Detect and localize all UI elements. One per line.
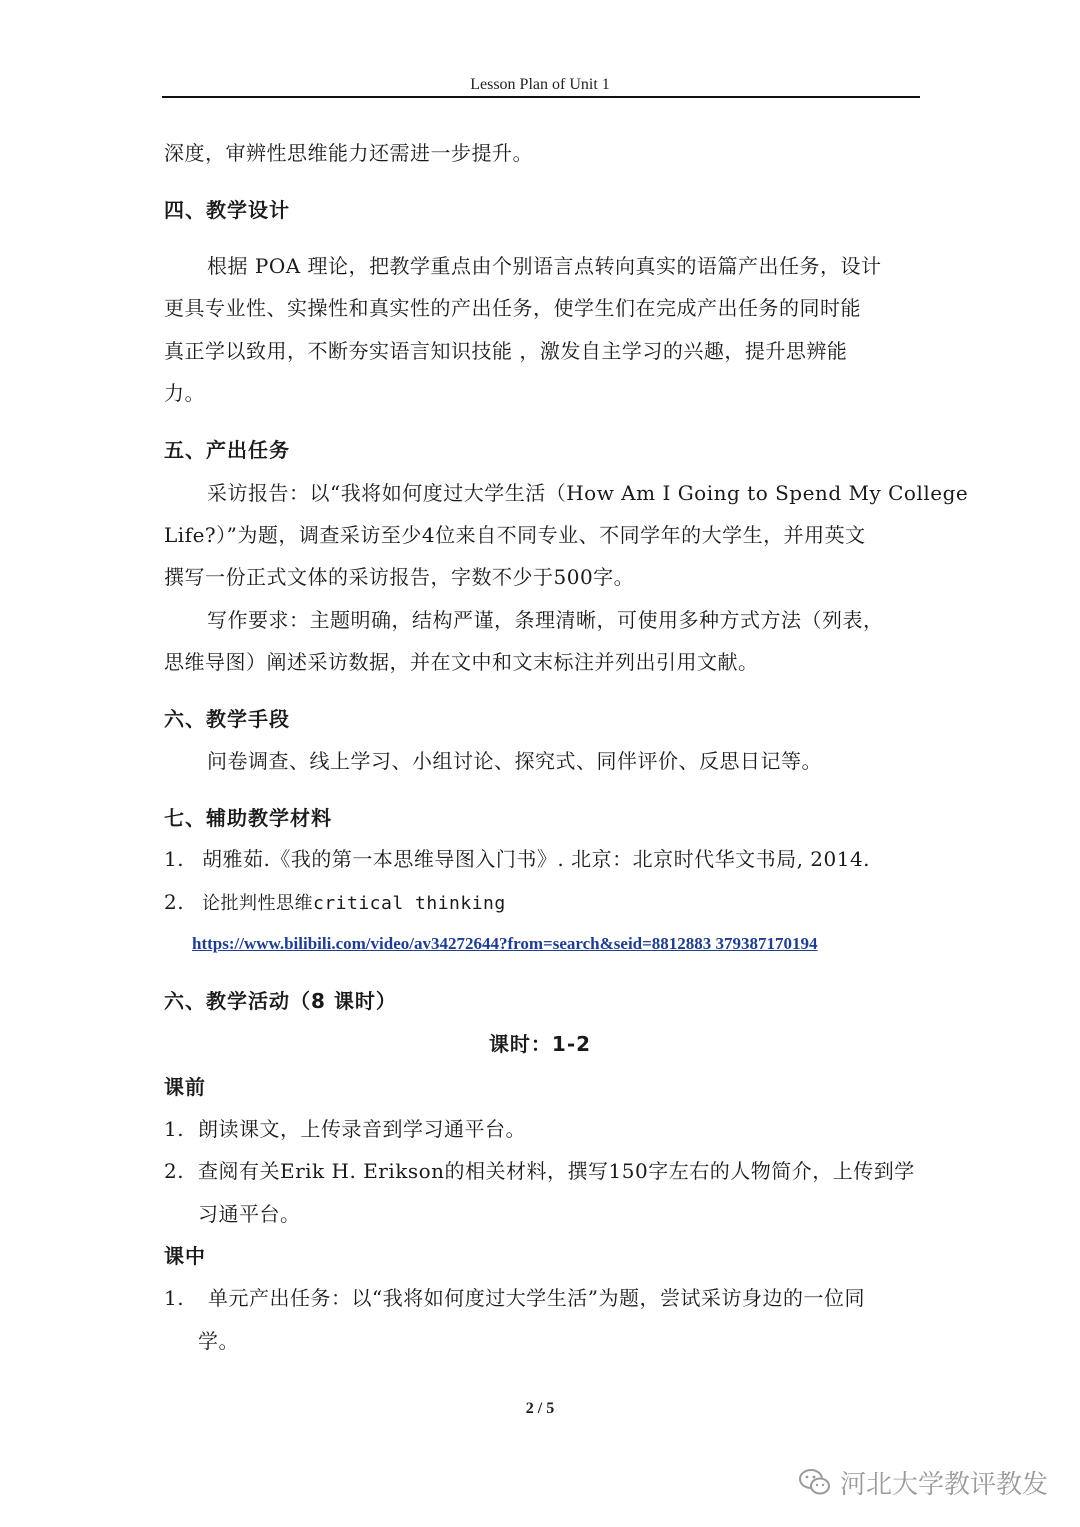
- list-item: [164, 1284, 924, 1312]
- list-number: 1.: [164, 1117, 185, 1141]
- list-number: 1.: [164, 847, 185, 871]
- paragraph-line: 根据 POA 理论，把教学重点由个别语言点转向真实的语篇产出任务，设计: [207, 254, 882, 278]
- paragraph-line: 深度，审辨性思维能力还需进一步提升。: [164, 141, 533, 165]
- list-item: [164, 1157, 924, 1185]
- list-text: 朗读课文，上传录音到学习通平台。: [198, 1117, 526, 1141]
- list-item: [164, 1115, 924, 1143]
- list-item: [164, 888, 924, 918]
- section-heading-materials: 七、辅助教学材料: [164, 806, 332, 830]
- paragraph-line: 问卷调查、线上学习、小组讨论、探究式、同伴评价、反思日记等。: [207, 749, 822, 773]
- paragraph-line: 采访报告：以“我将如何度过大学生活（How Am I Going to Spend My College: [207, 481, 969, 505]
- paragraph-line: 学。: [198, 1329, 239, 1353]
- page-number: 2 / 5: [525, 1400, 555, 1417]
- list-item: [164, 845, 924, 873]
- paragraph-line: 力。: [164, 381, 205, 405]
- list-text: 胡雅茹.《我的第一本思维导图入门书》. 北京：北京时代华文书局, 2014.: [202, 847, 871, 871]
- list-number: 2.: [164, 890, 185, 914]
- paragraph-line: 撰写一份正式文体的采访报告，字数不少于500字。: [164, 565, 635, 589]
- list-number: 1.: [164, 1286, 185, 1310]
- header-rule: [162, 96, 920, 98]
- section-heading-output-task: 五、产出任务: [164, 438, 290, 462]
- watermark: [798, 1462, 1048, 1502]
- page-header: Lesson Plan of Unit 1: [470, 76, 610, 93]
- watermark-text: 河北大学教评教发: [839, 1469, 1048, 1500]
- subheading-in-class: 课中: [164, 1244, 206, 1268]
- list-text: 论批判性思维critical thinking: [202, 893, 506, 914]
- wechat-icon: [798, 1467, 832, 1497]
- list-text: 单元产出任务：以“我将如何度过大学生活”为题，尝试采访身边的一位同: [208, 1286, 865, 1310]
- paragraph-line: Life?）”为题，调查采访至少4位来自不同专业、不同学年的大学生，并用英文: [164, 523, 866, 547]
- section-heading-methods: 六、教学手段: [164, 707, 290, 731]
- section-heading-design: 四、教学设计: [164, 198, 290, 222]
- paragraph-line: 习通平台。: [198, 1202, 301, 1226]
- paragraph-line: 写作要求：主题明确，结构严谨，条理清晰，可使用多种方式方法（列表，: [207, 608, 884, 632]
- session-title: 课时：1-2: [488, 1032, 592, 1056]
- list-number: 2.: [164, 1159, 185, 1183]
- bilibili-video-link[interactable]: https://www.bilibili.com/video/av34272644?from=search&seid=8812883 379387170194: [192, 934, 818, 953]
- paragraph-line: 思维导图）阐述采访数据，并在文中和文末标注并列出引用文献。: [164, 650, 759, 674]
- list-text: 查阅有关Erik H. Erikson的相关材料，撰写150字左右的人物简介，上传到学: [198, 1159, 915, 1183]
- section-heading-activities: 六、教学活动（8 课时）: [164, 989, 397, 1013]
- paragraph-line: 真正学以致用，不断夯实语言知识技能 ，激发自主学习的兴趣，提升思辨能: [164, 339, 848, 363]
- subheading-before-class: 课前: [164, 1075, 206, 1099]
- paragraph-line: 更具专业性、实操性和真实性的产出任务，使学生们在完成产出任务的同时能: [164, 296, 861, 320]
